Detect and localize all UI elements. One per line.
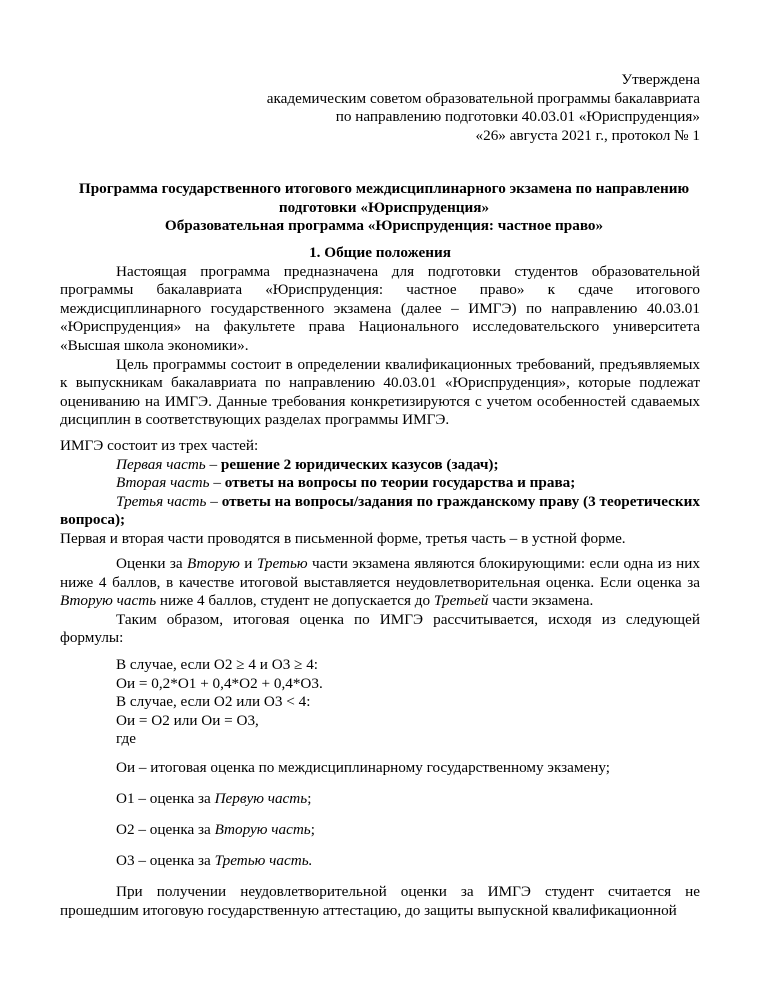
- part-label: Первая часть: [116, 455, 206, 473]
- text: части экзамена.: [488, 592, 594, 610]
- formula-block: [60, 656, 700, 749]
- paragraph: При получении неудовлетворительной оценки за ИМГЭ студент считается не прошедшим итоговую государственную аттестацию, до защиты выпускной квалификационной: [60, 883, 700, 919]
- emphasis: Вторую часть: [60, 592, 157, 610]
- definition: Ои – итоговая оценка по междисциплинарному государственному экзамену;: [116, 759, 610, 776]
- part-item: [60, 474, 700, 493]
- dash: –: [209, 474, 225, 492]
- approval-line: «26» августа 2021 г., протокол № 1: [475, 126, 700, 144]
- definition: [60, 852, 756, 871]
- text: ниже 4 баллов, студент не допускается до: [156, 592, 434, 610]
- part-item: [60, 456, 700, 475]
- document-title: [60, 180, 708, 236]
- emphasis: Третьей: [433, 592, 489, 610]
- text: ;: [310, 821, 315, 838]
- title-line: подготовки «Юриспруденция»: [278, 198, 490, 216]
- form-note: Первая и вторая части проводятся в письменной форме, третья часть – в устной форме.: [60, 529, 626, 547]
- paragraph: Цель программы состоит в определении квалификационных требований, предъявляемых к выпускникам бакалавриата по направлению 40.03.01 «Юриспруденция», которые подлежат оцениванию на ИМГЭ. Данные требования конкретизируются с учетом особенностей сдаваемых дисциплин в соответствующих разделах программы ИМГЭ.: [60, 355, 700, 429]
- formula-line: В случае, если О2 ≥ 4 и О3 ≥ 4:: [116, 656, 319, 673]
- emphasis: Вторую: [187, 555, 240, 572]
- parts-intro: ИМГЭ состоит из трех частей:: [60, 437, 259, 454]
- approval-line: Утверждена: [621, 71, 700, 88]
- approval-line: академическим советом образовательной программы бакалавриата: [266, 89, 700, 107]
- part-label: Вторая часть: [116, 474, 210, 492]
- emphasis: Третью часть.: [214, 852, 313, 869]
- title-line: Программа государственного итогового междисциплинарного экзамена по направлению: [78, 180, 690, 197]
- paragraph: Настоящая программа предназначена для подготовки студентов образовательной программы бакалавриата «Юриспруденция: частное право» к сдаче итогового междисциплинарного государственного экзамена (далее – ИМГЭ) по направлению 40.03.01 «Юриспруденция» на факультете права Национального исследовательского университета «Высшая школа экономики».: [60, 262, 700, 354]
- dash: –: [205, 455, 221, 473]
- grading-rules: [60, 555, 700, 648]
- part-item: [60, 493, 700, 530]
- subtitle-line: Образовательная программа «Юриспруденция: частное право»: [164, 217, 604, 235]
- definition: [60, 790, 756, 809]
- text: Оценки за: [116, 555, 188, 572]
- text: ;: [307, 790, 312, 807]
- formula-line: В случае, если О2 или О3 < 4:: [116, 693, 311, 711]
- emphasis: Третью: [256, 555, 308, 572]
- definition: [60, 821, 756, 840]
- section-general: [60, 244, 700, 430]
- formula-line: где: [116, 730, 136, 748]
- exam-parts: [60, 437, 700, 549]
- part-text: ответы на вопросы по теории государства и права;: [224, 474, 576, 492]
- text: О1 – оценка за: [116, 790, 215, 807]
- part-label: Третья часть: [116, 492, 207, 510]
- formula-line: Ои = О2 или Ои = О3,: [116, 711, 259, 729]
- text: части экзамена являются блокирующими: если одна из них ниже 4 баллов, в качестве итоговой выставляется неудовлетворительная оценка. Если оценка за: [60, 555, 700, 591]
- approval-block: [267, 71, 700, 145]
- paragraph: [60, 555, 700, 611]
- text: О3 – оценка за: [116, 852, 215, 869]
- text: и: [239, 555, 257, 572]
- text: О2 – оценка за: [116, 821, 215, 838]
- part-text: решение 2 юридических казусов (задач);: [220, 455, 499, 473]
- dash: –: [206, 492, 222, 510]
- formula-line: Ои = 0,2*О1 + 0,4*О2 + 0,4*О3.: [116, 674, 323, 692]
- emphasis: Первую часть: [214, 790, 308, 807]
- part-text: ответы на вопросы/задания по гражданскому праву (3 теоретических вопроса);: [60, 492, 701, 529]
- section-heading: 1. Общие положения: [309, 244, 451, 261]
- emphasis: Вторую часть: [214, 821, 311, 838]
- paragraph: Таким образом, итоговая оценка по ИМГЭ рассчитывается, исходя из следующей формулы:: [60, 610, 700, 647]
- approval-line: по направлению подготовки 40.03.01 «Юриспруденция»: [335, 108, 700, 126]
